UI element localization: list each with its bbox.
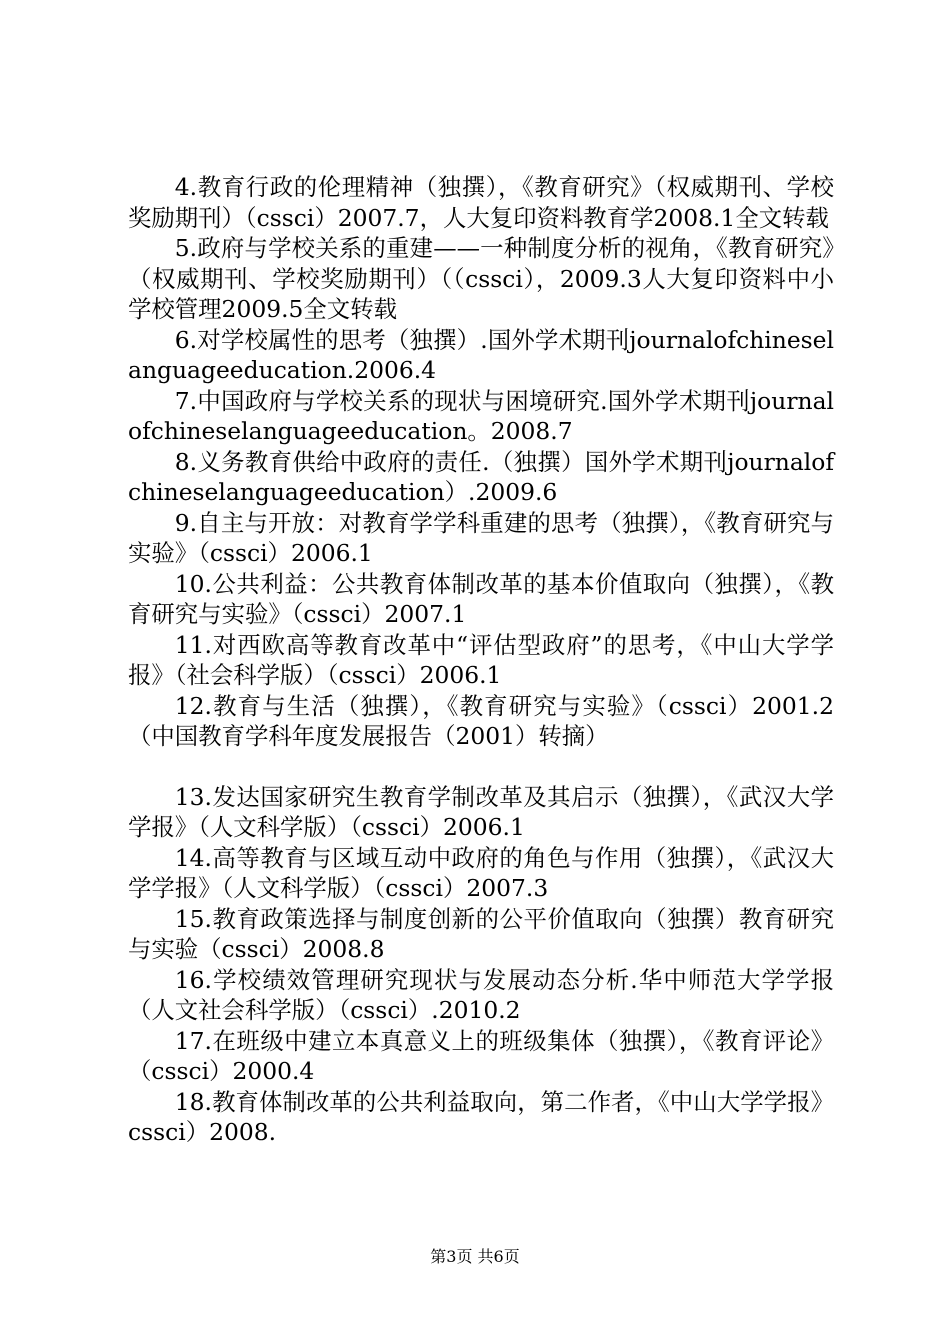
list-item: 15.教育政策选择与制度创新的公平价值取向（独撰）教育研究与实验（cssci）2008.8 [128,904,834,963]
list-item: 14.高等教育与区域互动中政府的角色与作用（独撰），《武汉大学学报》（人文科学版）（cssci）2007.3 [128,843,834,902]
publication-list [128,172,834,1148]
list-item: 12.教育与生活（独撰），《教育研究与实验》（cssci）2001.2（中国教育学科年度发展报告（2001）转摘） [128,691,834,750]
list-item: 10.公共利益：公共教育体制改革的基本价值取向（独撰），《教育研究与实验》（cssci）2007.1 [128,569,834,628]
list-item: 4.教育行政的伦理精神（独撰），《教育研究》（权威期刊、学校奖励期刊）（cssci）2007.7，人大复印资料教育学2008.1全文转载 [128,173,834,232]
list-item: 18.教育体制改革的公共利益取向，第二作者，《中山大学学报》cssci）2008. [128,1087,834,1146]
list-item: 9.自主与开放：对教育学学科重建的思考（独撰），《教育研究与实验》（cssci）2006.1 [128,508,834,567]
list-item: 16.学校绩效管理研究现状与发展动态分析.华中师范大学学报（人文社会科学版）（cssci）.2010.2 [128,965,834,1024]
list-item: 11.对西欧高等教育改革中“评估型政府”的思考，《中山大学学报》（社会科学版）（cssci）2006.1 [128,630,834,689]
list-item: 6.对学校属性的思考（独撰）.国外学术期刊journalofchineselanguageeducation.2006.4 [128,325,834,384]
list-item: 13.发达国家研究生教育学制改革及其启示（独撰），《武汉大学学报》（人文科学版）（cssci）2006.1 [128,782,834,841]
list-item: 17.在班级中建立本真意义上的班级集体（独撰），《教育评论》（cssci）2000.4 [128,1026,834,1085]
list-item: 7.中国政府与学校关系的现状与困境研究.国外学术期刊journalofchineselanguageeducation。2008.7 [128,386,834,445]
list-item: 8.义务教育供给中政府的责任.（独撰）国外学术期刊journalofchineselanguageeducation）.2009.6 [128,447,834,506]
page-number-footer: 第3页 共6页 [430,1247,520,1266]
list-item: 5.政府与学校关系的重建——一种制度分析的视角，《教育研究》（权威期刊、学校奖励期刊）（（cssci），2009.3人大复印资料中小学校管理2009.5全文转载 [128,234,834,323]
